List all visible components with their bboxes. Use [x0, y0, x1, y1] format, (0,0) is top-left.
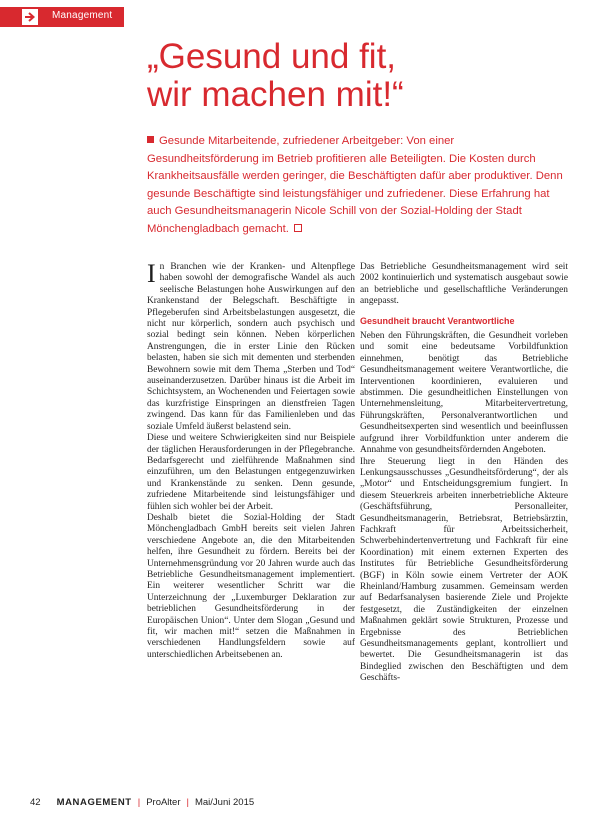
magazine-section: MANAGEMENT	[56, 797, 132, 808]
section-icon-box	[22, 9, 38, 25]
section-label: Management	[52, 10, 113, 21]
body-column-right	[360, 262, 568, 685]
page-footer	[30, 797, 254, 808]
end-marker	[294, 224, 302, 232]
drop-cap: I	[147, 259, 156, 288]
article-title	[147, 38, 404, 114]
body-paragraph-2: Diese und weitere Schwierigkeiten sind nur Beispiele der täglichen Herausforderungen in der Pflegebranche. Bedarfsgerecht und zielführende Maßnahmen sind einzuführen, um den Belastungen entgegenzuwirken und Krankenstände zu senken. Denn gesunde, zufriedene Mitarbeitende sind leistungsfähiger und fühlen sich wohler bei der Arbeit.	[147, 433, 355, 512]
arrow-right-icon	[24, 11, 36, 23]
body-paragraph-3: Deshalb bietet die Sozial-Holding der Stadt Mönchengladbach GmbH bereits seit vielen Jahren verschiedene Angebote an, die den Mitarbeitenden helfen, ihre Gesundheit zu fördern. Bereits bei der Unternehmensgründung vor 20 Jahren wurde auch das Betriebliche Gesundheitsmanagement implementiert. Ein weiterer wesentlicher Schritt war die Unterzeichnung der „Luxemburger Deklaration zur betrieblichen Gesundheitsförderung in der Europäischen Union“. Unter dem Slogan „Gesund und fit, wir machen mit!“ setzen die Maßnahmen in verschiedenen Handlungsfeldern sowie auf unterschiedlichen Arbeitsebenen an.	[147, 512, 355, 660]
body-paragraph-5: Neben den Führungskräften, die Gesundheit vorleben und somit eine bedeutsame Vorbildfunktion einnehmen, benötigt das Betriebliche Gesundheitsmanagement weitere Verantwortliche, die Interventionen koordinieren, evaluieren und abstimmen. Die gesundheitlichen Einstellungen von Unternehmensleitung, Mitarbeitervertretung, Führungskräften, Personalverantwortlichen und Gesundheitsexperten sind wesentlich und beeinflussen aufgrund ihrer Vorbildfunktion unter anderem die Annahme von gesundheitsfördernden Angeboten.	[360, 331, 568, 456]
subheading: Gesundheit braucht Verantwortliche	[360, 315, 515, 326]
page-number: 42	[30, 797, 41, 808]
section-bar	[0, 7, 124, 27]
body-column-left	[147, 259, 355, 661]
body-paragraph-6: Ihre Steuerung liegt in den Händen des Lenkungsausschusses „Gesundheitsförderung“, der als „Motor“ und Entscheidungsgremium fungiert. In diesem Steuerkreis arbeiten innerbetriebliche Akteure (Geschäftsführung, Personalleiter, Gesundheitsmanagerin, Betriebsrat, Betriebsärztin, Fachkraft für Arbeitssicherheit, Schwerbehindertenvertretung und Fachkraft für eine Koordination) mit einem externen Experten des Institutes für Betriebliche Gesundheitsförderung (BGF) in Köln sowie einem Vertreter der AOK Rheinland/Hamburg zusammen. Gemeinsam werden auf Bedarfsanalysen basierende Ziele und Projekte festgesetzt, die Zuständigkeiten der einzelnen Maßnahmen geklärt sowie Strukturen, Prozesse und Ergebnisse des Betrieblichen Gesundheitsmanagements geplant, kontrolliert und bewertet. Die Gesundheitsmanagerin ist das Bindeglied zwischen den Beschäftigten und dem Geschäfts-	[360, 456, 568, 684]
lead-square-marker	[147, 136, 154, 143]
lead-paragraph	[147, 133, 567, 238]
footer-separator: |	[137, 797, 141, 808]
body-paragraph-4: Das Betriebliche Gesundheitsmanagement wird seit 2002 kontinuierlich und systematisch ausgebaut sowie an betriebliche und gesellschaftliche Veränderungen angepasst.	[360, 262, 568, 307]
issue-date: Mai/Juni 2015	[194, 797, 255, 808]
title-line-1: „Gesund und fit,	[147, 37, 397, 76]
title-line-2: wir machen mit!“	[147, 75, 404, 114]
lead-text: Gesunde Mitarbeitende, zufriedener Arbeitgeber: Von einer Gesundheitsförderung im Betrieb profitieren alle Beteiligten. Die Kosten durch Krankheitsausfälle werden geringer, die Beschäftigten dafür aber produktiver. Denn gesunde Beschäftigte sind leistungsfähiger und zufriedener. Diese Erfahrung hat auch Gesundheitsmanagerin Nicole Schill von der Sozial-Holding der Stadt Mönchengladbach gemacht.	[147, 135, 563, 235]
publication-name: ProAlter	[146, 797, 181, 808]
footer-separator-2: |	[186, 797, 189, 808]
body-paragraph-1: In Branchen wie der Kranken- und Altenpflege haben sowohl der demografische Wandel als auch seelische Belastungen hohe Auswirkungen auf den Krankenstand der Belegschaft. Beschäftigte in Pflegeberufen sind Arbeitsbelastungen ausgesetzt, die nicht nur körperlich, sondern auch psychisch und sozial bedingt sein können. Neben körperlichen Anstrengungen, die in erster Linie den Rücken belasten, haben sie sich mit dementen und sterbenden Bewohnern sowie mit dem Thema „Sterben und Tod“ auseinanderzusetzen. Darüber hinaus ist die Arbeit im Schichtsystem, an Wochenenden und Feiertagen sowie das kurzfristige Einspringen an dienstfreien Tagen zwingend. Das kann für das Familienleben und das soziale Umfeld äußerst belastend sein.	[147, 259, 355, 432]
